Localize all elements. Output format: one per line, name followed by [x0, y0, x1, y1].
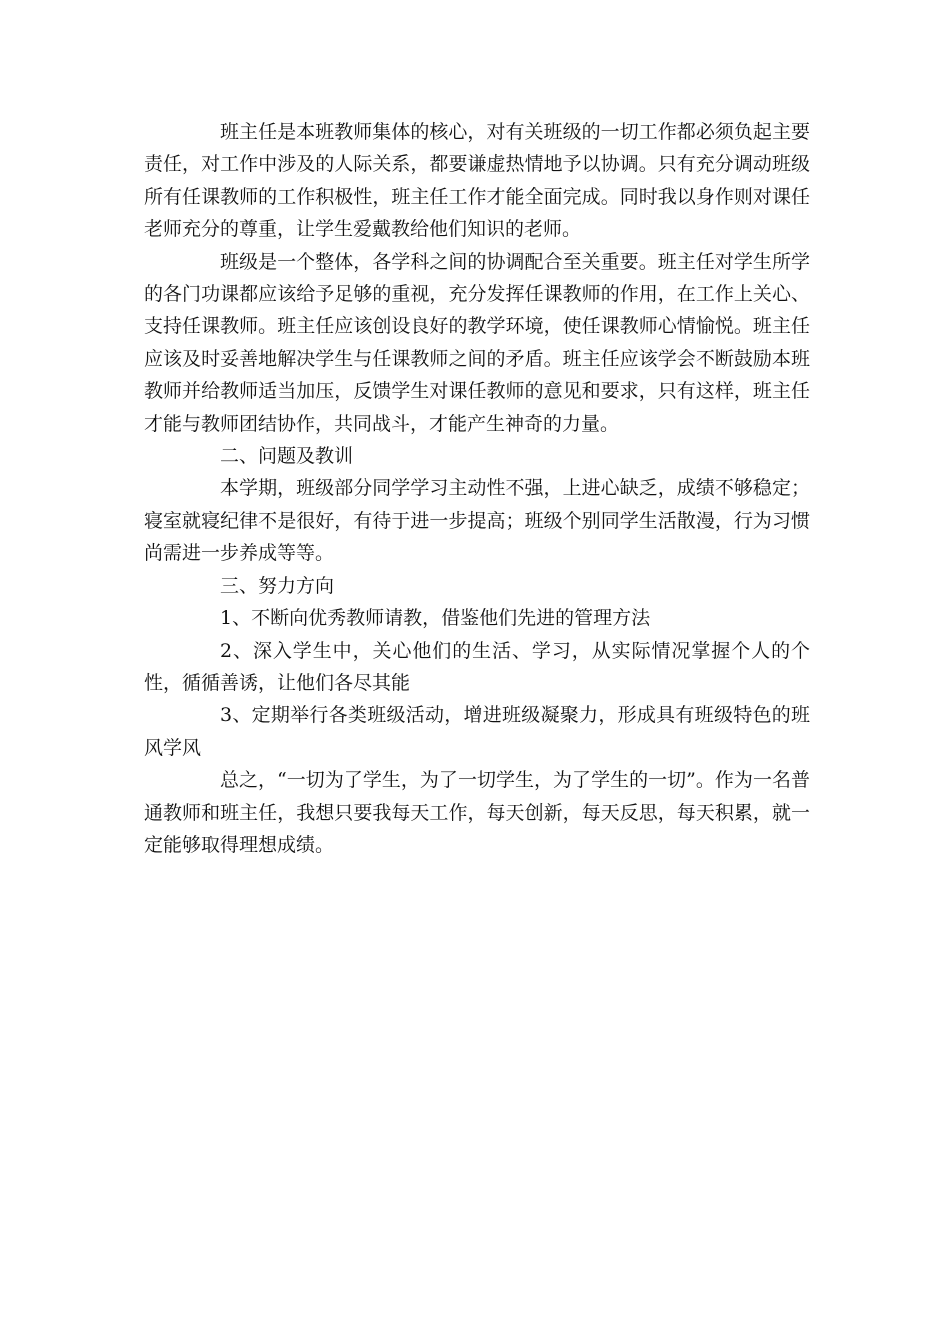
paragraph-subject-coordination: 班级是一个整体，各学科之间的协调配合至关重要。班主任对学生所学的各门功课都应该给予足够的重视，充分发挥任课教师的作用，在工作上关心、支持任课教师。班主任应该创设良好的教学环境，使任课教师心情愉悦。班主任应该及时妥善地解决学生与任课教师之间的矛盾。班主任应该学会不断鼓励本班教师并给教师适当加压，反馈学生对课任教师的意见和要求，只有这样，班主任才能与教师团结协作，共同战斗，才能产生神奇的力量。 — [144, 250, 810, 435]
list-item-direction-1: 1、不断向优秀教师请教，借鉴他们先进的管理方法 — [220, 607, 651, 630]
list-item-direction-2: 2、深入学生中，关心他们的生活、学习，从实际情况掌握个人的个性，循循善诱，让他们各尽其能 — [144, 639, 810, 694]
paragraph-class-teacher-core: 班主任是本班教师集体的核心，对有关班级的一切工作都必须负起主要责任，对工作中涉及的人际关系，都要谦虚热情地予以协调。只有充分调动班级所有任课教师的工作积极性，班主任工作才能全面完成。同时我以身作则对课任老师充分的尊重，让学生爱戴教给他们知识的老师。 — [144, 121, 810, 241]
list-item-direction-3: 3、定期举行各类班级活动，增进班级凝聚力，形成具有班级特色的班风学风 — [144, 704, 810, 759]
section-heading-problems: 二、问题及教训 — [220, 445, 354, 468]
paragraph-problems: 本学期，班级部分同学学习主动性不强，上进心缺乏，成绩不够稳定；寝室就寝纪律不是很好，有待于进一步提高；班级个别同学生活散漫，行为习惯尚需进一步养成等等。 — [144, 477, 810, 565]
section-heading-directions: 三、努力方向 — [220, 574, 335, 597]
document-body — [144, 116, 810, 861]
paragraph-conclusion: 总之，“一切为了学生，为了一切学生，为了学生的一切”。作为一名普通教师和班主任，我想只要我每天工作，每天创新，每天反思，每天积累，就一定能够取得理想成绩。 — [144, 769, 810, 856]
